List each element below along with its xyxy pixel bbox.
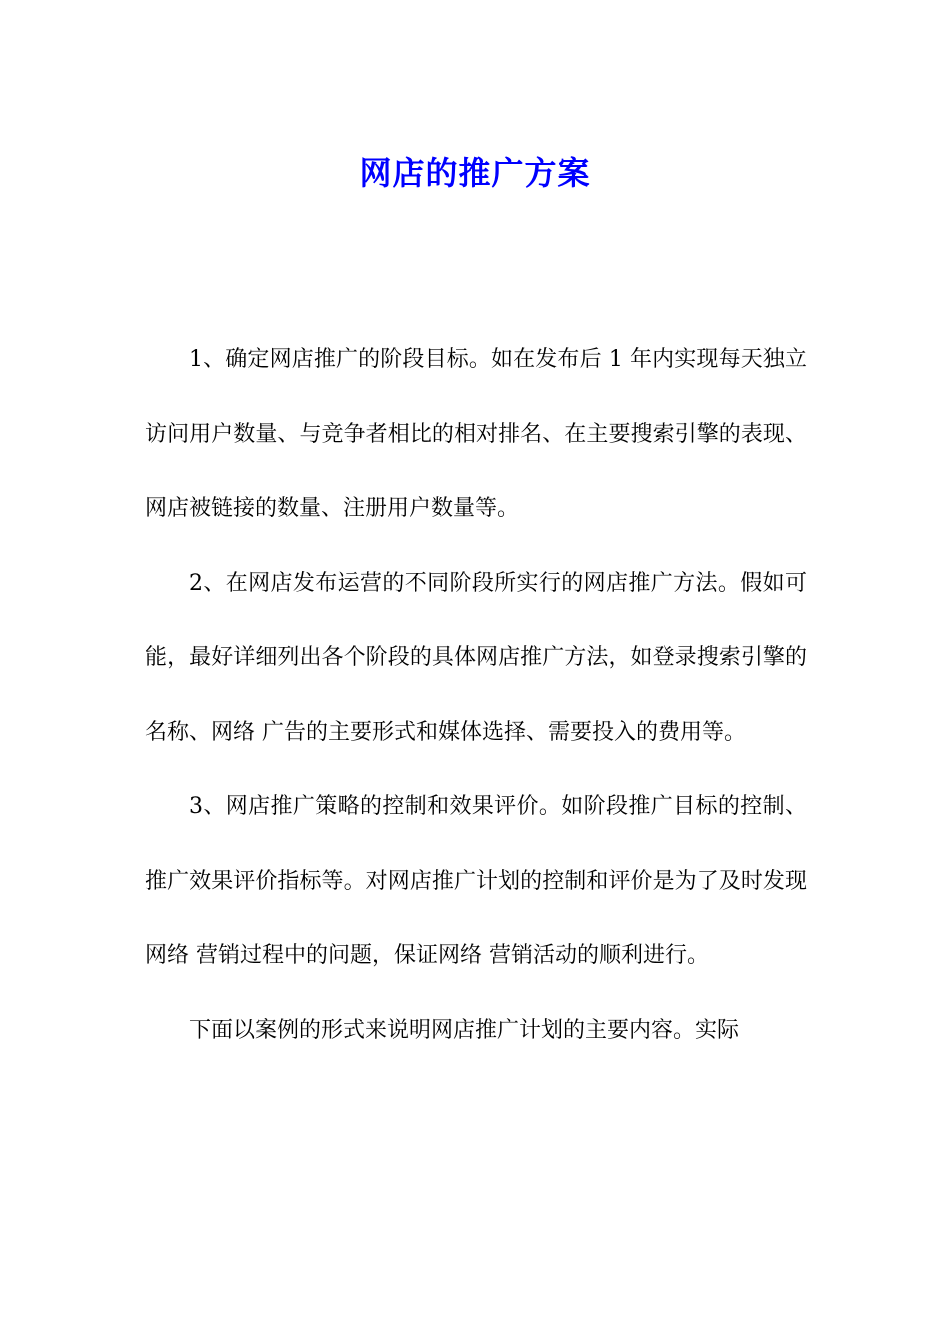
page-title: 网店的推广方案 [359, 154, 591, 193]
paragraph-3: 3、网店推广策略的控制和效果评价。如阶段推广目标的控制、推广效果评价指标等。对网店推广计划的控制和评价是为了及时发现网络 营销过程中的问题，保证网络 营销活动的顺利进行。 [145, 794, 807, 968]
document-body [145, 323, 807, 1068]
paragraph-2: 2、在网店发布运营的不同阶段所实行的网店推广方法。假如可能，最好详细列出各个阶段的具体网店推广方法，如登录搜索引擎的名称、网络 广告的主要形式和媒体选择、需要投入的费用等。 [145, 570, 807, 745]
paragraph-1: 1、确定网店推广的阶段目标。如在发布后 1 年内实现每天独立访问用户数量、与竞争者相比的相对排名、在主要搜索引擎的表现、网店被链接的数量、注册用户数量等。 [145, 347, 807, 521]
paragraph-4: 下面以案例的形式来说明网店推广计划的主要内容。实际 [189, 1017, 740, 1043]
